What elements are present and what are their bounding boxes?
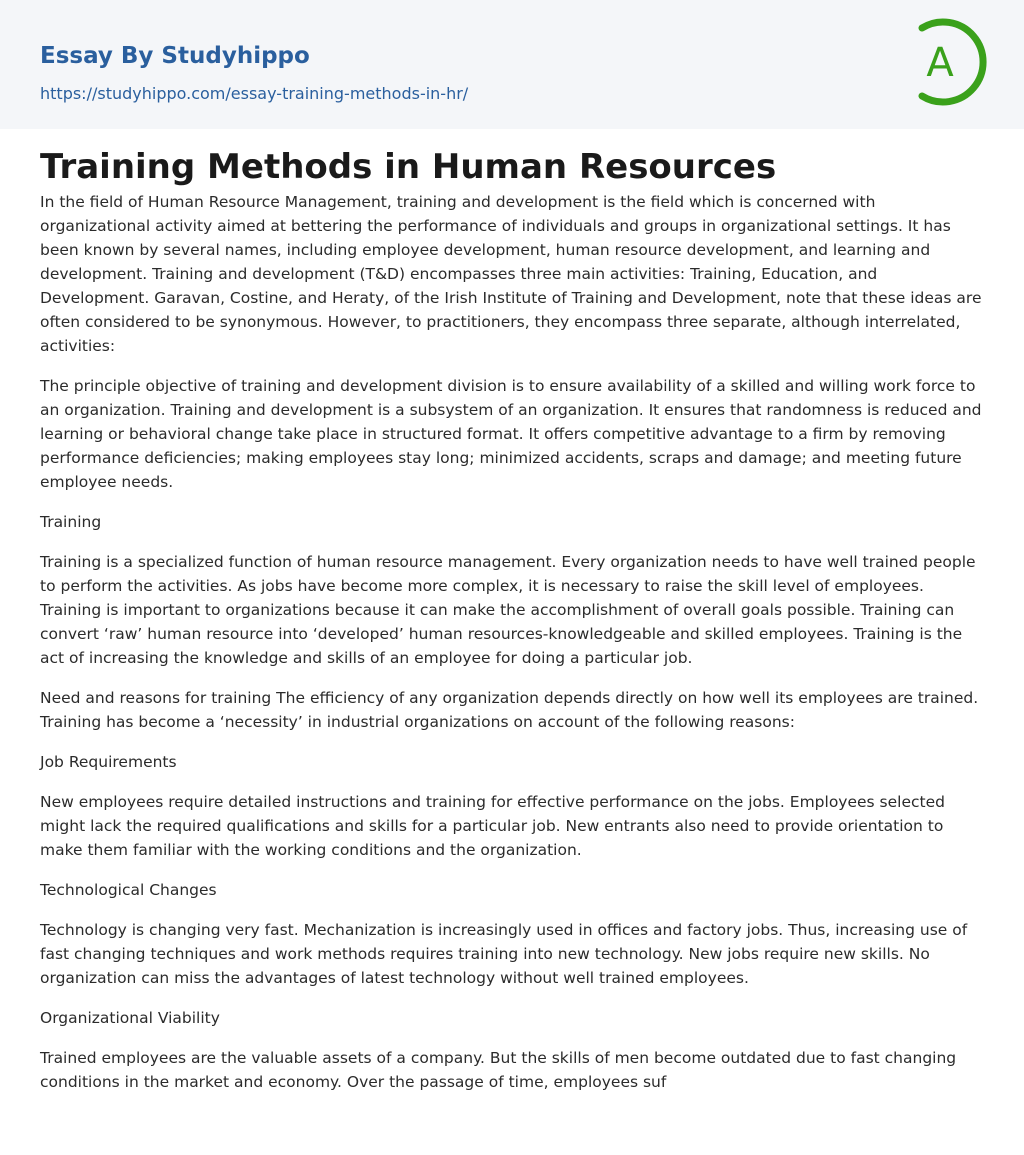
article-paragraph: Need and reasons for training The efficiency of any organization depends directly on how well its employees are trained. Training has become a ‘necessity’ in industrial organizations on account of the following reasons: xyxy=(40,689,979,731)
section-heading: Training xyxy=(40,513,102,531)
logo-letter: A xyxy=(926,40,954,86)
article-paragraph: Trained employees are the valuable assets of a company. But the skills of men become outdated due to fast changing conditions in the market and economy. Over the passage of time, employees suf xyxy=(40,1049,957,1091)
site-header xyxy=(0,0,1024,129)
article-paragraph: New employees require detailed instructions and training for effective performance on the jobs. Employees selected might lack the required qualifications and skills for a particular job. New entrants also need to provide orientation to make them familiar with the working conditions and the organization. xyxy=(40,793,945,859)
section-heading: Job Requirements xyxy=(40,753,177,771)
site-brand[interactable]: Essay By Studyhippo xyxy=(40,43,310,69)
article-paragraph: In the field of Human Resource Management, training and development is the field which is concerned with organizational activity aimed at bettering the performance of individuals and groups in organizational settings. It has been known by several names, including employee development, human resource development, and learning and development. Training and development (T&D) encompasses three main activities: Training, Education, and Development. Garavan, Costine, and Heraty, of the Irish Institute of Training and Development, note that these ideas are often considered to be synonymous. However, to practitioners, they encompass three separate, although interrelated, activities: xyxy=(40,193,982,355)
article-title: Training Methods in Human Resources xyxy=(40,147,777,187)
article-paragraph: Technology is changing very fast. Mechanization is increasingly used in offices and factory jobs. Thus, increasing use of fast changing techniques and work methods requires training into new technology. New jobs require new skills. No organization can miss the advantages of latest technology without well trained employees. xyxy=(40,921,968,987)
section-heading: Organizational Viability xyxy=(40,1009,220,1027)
article-paragraph: The principle objective of training and development division is to ensure availability of a skilled and willing work force to an organization. Training and development is a subsystem of an organization. It ensures that randomness is reduced and learning or behavioral change take place in structured format. It offers competitive advantage to a firm by removing performance deficiencies; making employees stay long; minimized accidents, scraps and damage; and meeting future employee needs. xyxy=(40,377,982,491)
page-url-link[interactable]: https://studyhippo.com/essay-training-methods-in-hr/ xyxy=(40,84,469,103)
studyhippo-logo-icon[interactable] xyxy=(912,18,988,106)
article-paragraph: Training is a specialized function of human resource management. Every organization needs to have well trained people to perform the activities. As jobs have become more complex, it is necessary to raise the skill level of employees. Training is important to organizations because it can make the accomplishment of overall goals possible. Training can convert ‘raw’ human resource into ‘developed’ human resources-knowledgeable and skilled employees. Training is the act of increasing the knowledge and skills of an employee for doing a particular job. xyxy=(40,553,976,667)
article xyxy=(40,144,986,1110)
section-heading: Technological Changes xyxy=(40,881,217,899)
